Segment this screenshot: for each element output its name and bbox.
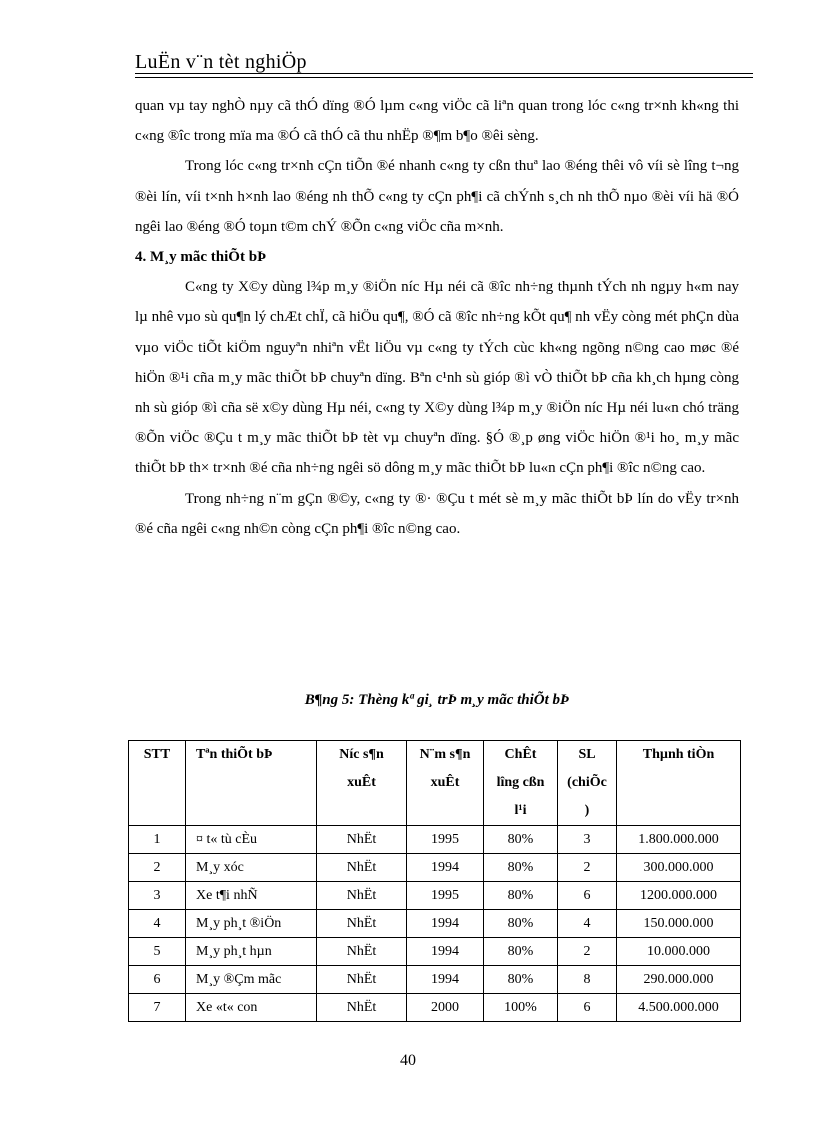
cell-quantity: 2	[558, 938, 617, 966]
header-country: Níc s¶n xuÊt	[317, 741, 407, 826]
cell-quality: 80%	[484, 966, 558, 994]
running-header	[135, 50, 753, 74]
cell-stt: 7	[129, 994, 186, 1022]
cell-quantity: 3	[558, 826, 617, 854]
cell-value: 1200.000.000	[617, 882, 741, 910]
cell-name: ¤ t« tù cÈu	[186, 826, 317, 854]
cell-country: NhËt	[317, 966, 407, 994]
cell-stt: 1	[129, 826, 186, 854]
cell-quantity: 4	[558, 910, 617, 938]
paragraph-3: C«ng ty X©y dùng l¾p m¸y ®iÖn níc Hµ néi cã ®îc nh÷ng thµnh tÝch nh ngµy h«m nay lµ nhê vµo sù qu¶n lý chÆt chÏ, cã hiÖu qu¶, ®Ó cã ®îc nh÷ng kÕt qu¶ nh vËy còng mét phÇn dùa vµo viÖc tiÕt kiÖm nguyªn nhiªn vËt liÖu vµ c«ng ty tÝch cùc kh«ng ngõng n©ng cao møc ®é hiÖn ®¹i cña m¸y mãc thiÕt bÞ chuyªn dïng. Bªn c¹nh sù gióp ®ì vÒ thiÕt bÞ cña kh¸ch hµng còng nh sù gióp ®ì cña së x©y dùng Hµ néi, c«ng ty X©y dùng l¾p m¸y ®iÖn níc Hµ néi lu«n chó träng ®Õn viÖc ®Çu t m¸y mãc thiÕt bÞ tèt vµ chuyªn dïng. §Ó ®¸p øng viÖc hiÖn ®¹i ho¸ m¸y mãc thiÕt bÞ th× tr×nh ®é cña nh÷ng ngêi sö dông m¸y mãc thiÕt bÞ lu«n cÇn ph¶i ®îc n©ng cao.	[135, 279, 739, 477]
cell-quality: 80%	[484, 910, 558, 938]
cell-quantity: 6	[558, 994, 617, 1022]
cell-country: NhËt	[317, 910, 407, 938]
cell-value: 10.000.000	[617, 938, 741, 966]
cell-value: 150.000.000	[617, 910, 741, 938]
header-equipment-name: Tªn thiÕt bÞ	[186, 741, 317, 826]
cell-stt: 6	[129, 966, 186, 994]
cell-value: 290.000.000	[617, 966, 741, 994]
paragraph-2: Trong lóc c«ng tr×nh cÇn tiÕn ®é nhanh c«ng ty cßn thuª lao ®éng thêi vô víi sè lîng t¬ng ®èi lín, víi t×nh h×nh lao ®éng nh thÕ c«ng ty cÇn ph¶i cã chÝnh s¸ch nh thÕ nµo ®èi víi hä ®Ó ngêi lao ®éng ®Ó toµn t©m chÝ ®Õn c«ng viÖc cña m×nh.	[135, 158, 739, 235]
cell-country: NhËt	[317, 882, 407, 910]
table-row	[129, 966, 741, 994]
cell-name: M¸y ph¸t ®iÖn	[186, 910, 317, 938]
paragraph-1: quan vµ tay nghÒ nµy cã thÓ dïng ®Ó lµm c«ng viÖc cã liªn quan trong lóc c«ng tr×nh kh«ng thi c«ng ®îc trong mïa ma ®Ó cã thÓ cã thu nhËp ®¶m b¶o ®êi sèng.	[135, 98, 739, 145]
cell-value: 1.800.000.000	[617, 826, 741, 854]
cell-year: 1994	[407, 938, 484, 966]
header-stt: STT	[129, 741, 186, 826]
cell-quality: 80%	[484, 938, 558, 966]
paragraph-4: Trong nh÷ng n¨m gÇn ®©y, c«ng ty ®· ®Çu t mét sè m¸y mãc thiÕt bÞ lín do vËy tr×nh ®é cña ngêi c«ng nh©n còng cÇn ph¶i ®îc n©ng cao.	[135, 490, 739, 537]
cell-quantity: 6	[558, 882, 617, 910]
cell-stt: 2	[129, 854, 186, 882]
cell-stt: 3	[129, 882, 186, 910]
cell-country: NhËt	[317, 994, 407, 1022]
cell-quantity: 8	[558, 966, 617, 994]
table-caption: B¶ng 5: Thèng kª gi¸ trÞ m¸y mãc thiÕt bÞ	[304, 692, 570, 708]
header-quantity: SL (chiÕc )	[558, 741, 617, 826]
cell-quality: 80%	[484, 854, 558, 882]
table-row	[129, 910, 741, 938]
cell-year: 1995	[407, 826, 484, 854]
cell-country: NhËt	[317, 826, 407, 854]
cell-name: M¸y xóc	[186, 854, 317, 882]
header-year: N¨m s¶n xuÊt	[407, 741, 484, 826]
header-quality: ChÊt lîng cßn l¹i	[484, 741, 558, 826]
table-row	[129, 994, 741, 1022]
cell-name: Xe «t« con	[186, 994, 317, 1022]
cell-quality: 80%	[484, 826, 558, 854]
cell-quality: 80%	[484, 882, 558, 910]
header-rule-thin	[135, 77, 753, 78]
cell-name: M¸y ph¸t hµn	[186, 938, 317, 966]
page-number: 40	[400, 1052, 416, 1069]
cell-year: 2000	[407, 994, 484, 1022]
table-row	[129, 854, 741, 882]
cell-year: 1994	[407, 854, 484, 882]
table-header-row	[129, 741, 741, 826]
cell-year: 1994	[407, 966, 484, 994]
cell-country: NhËt	[317, 854, 407, 882]
cell-name: M¸y ®Çm mãc	[186, 966, 317, 994]
body-text	[135, 91, 739, 544]
cell-stt: 5	[129, 938, 186, 966]
cell-year: 1994	[407, 910, 484, 938]
cell-value: 4.500.000.000	[617, 994, 741, 1022]
header-rule-thick	[135, 73, 753, 74]
cell-year: 1995	[407, 882, 484, 910]
cell-value: 300.000.000	[617, 854, 741, 882]
header-title: LuËn v¨n tèt nghiÖp	[135, 51, 307, 73]
cell-stt: 4	[129, 910, 186, 938]
table-row	[129, 882, 741, 910]
section-heading: 4. M¸y mãc thiÕt bÞ	[135, 249, 267, 266]
header-value: Thµnh tiÒn	[617, 741, 741, 826]
equipment-table	[128, 740, 741, 1022]
table-row	[129, 826, 741, 854]
cell-quantity: 2	[558, 854, 617, 882]
cell-name: Xe t¶i nhÑ	[186, 882, 317, 910]
table-row	[129, 938, 741, 966]
cell-quality: 100%	[484, 994, 558, 1022]
cell-country: NhËt	[317, 938, 407, 966]
